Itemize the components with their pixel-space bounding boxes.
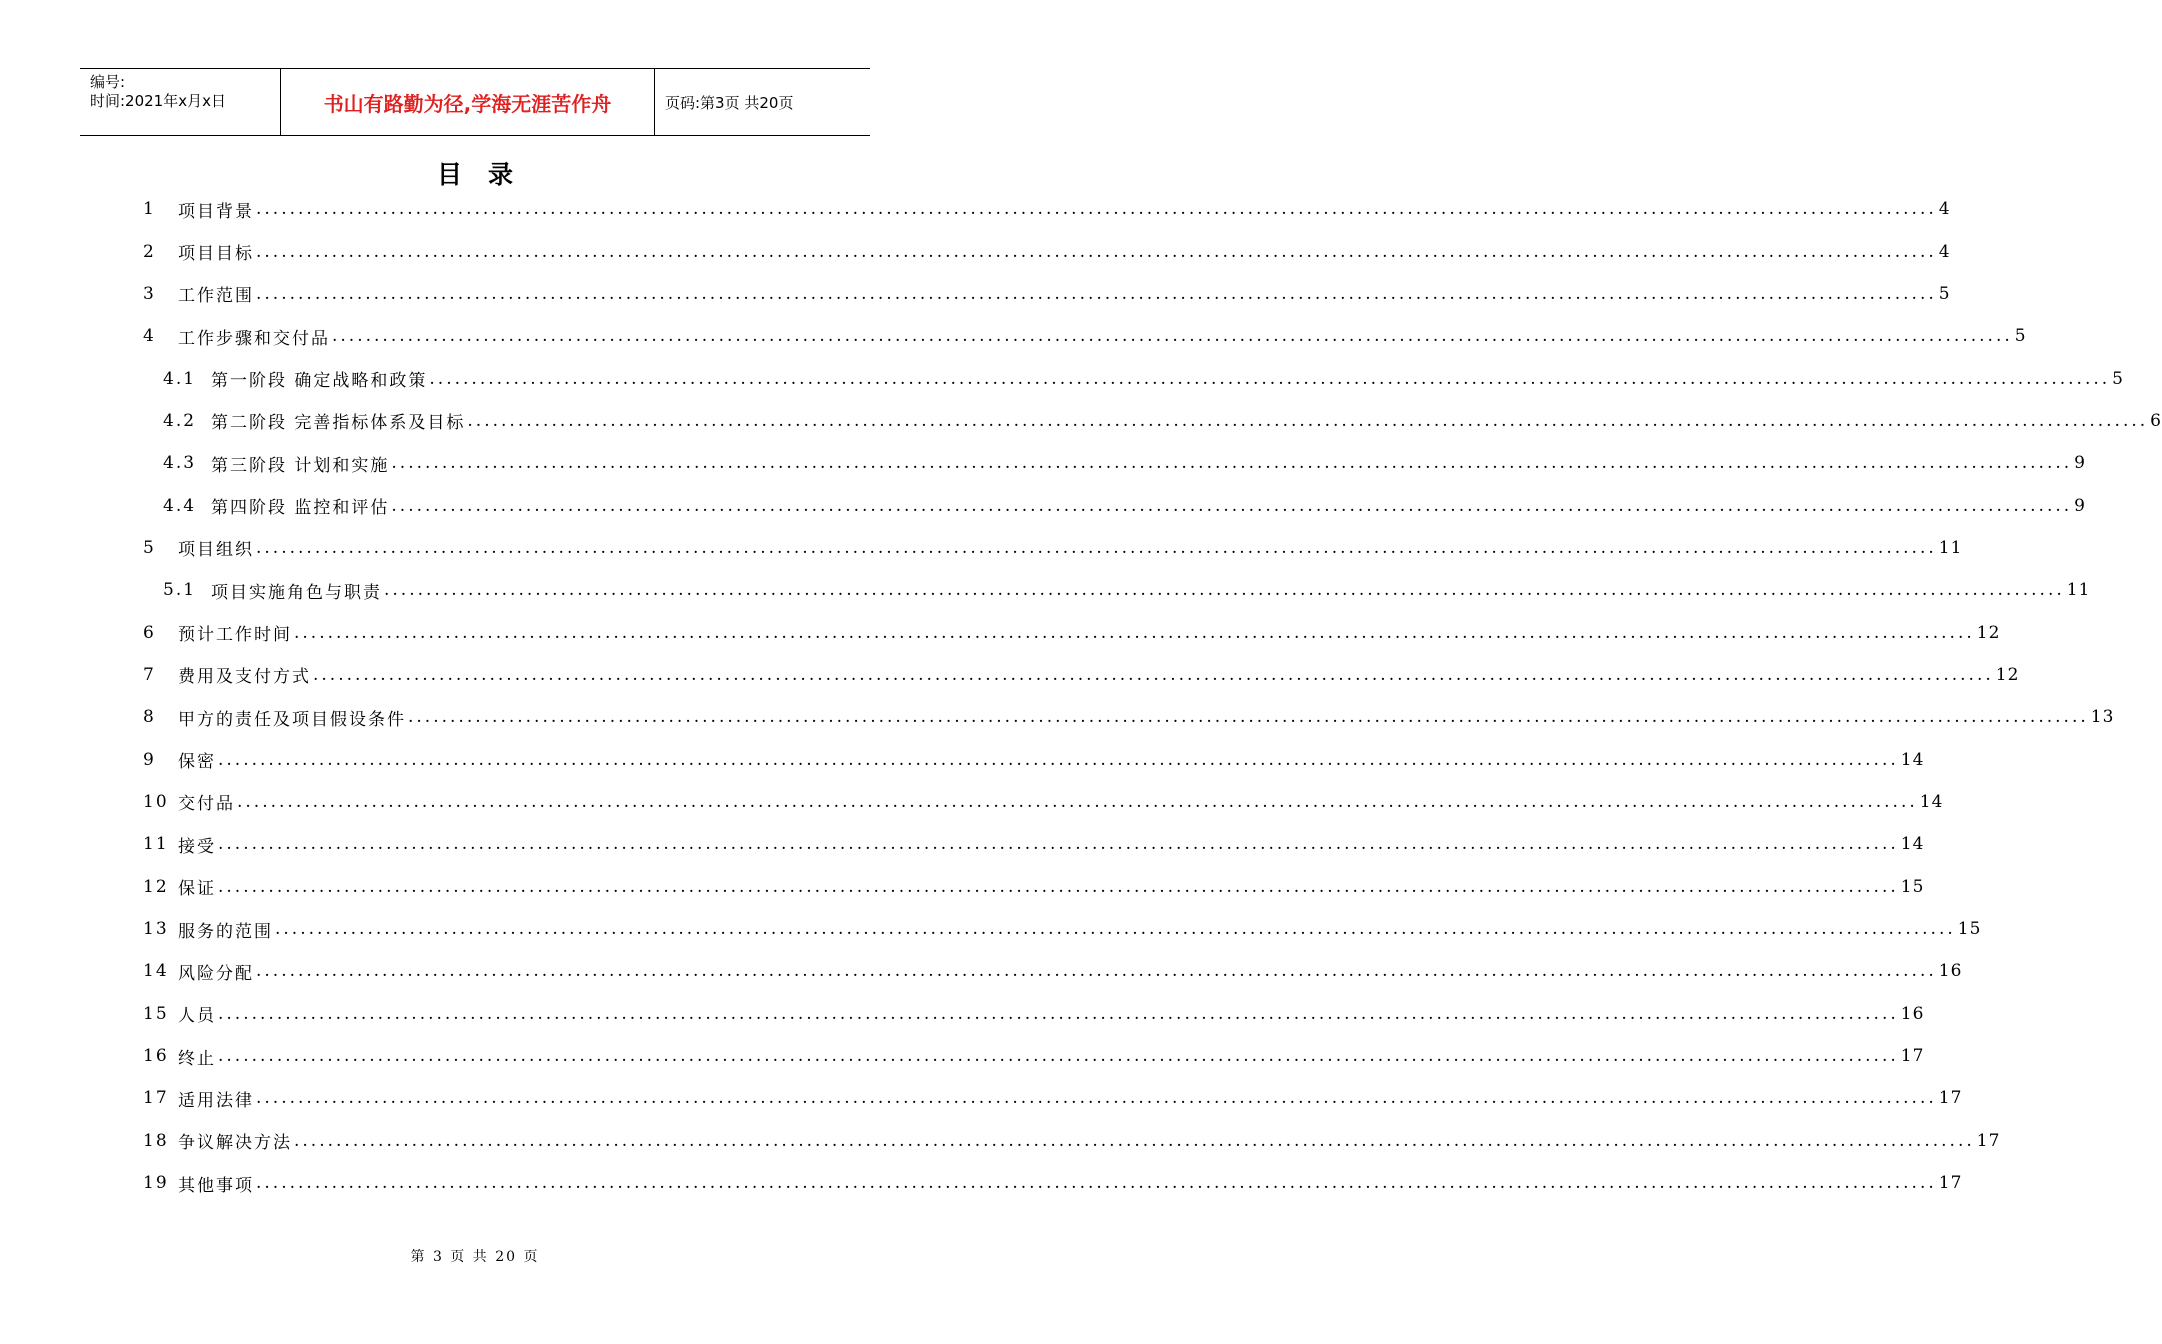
toc-entry-number: 14 xyxy=(143,961,169,982)
toc-entry-number: 12 xyxy=(143,876,169,897)
toc-entry-number: 15 xyxy=(143,1003,169,1024)
page-footer: 第 3 页 共 20 页 xyxy=(410,1249,540,1265)
toc-entry-title: 第三阶段 计划和实施 xyxy=(211,455,390,476)
toc-entry-title: 第四阶段 监控和评估 xyxy=(211,498,390,519)
toc-leader-dots: ........................................................................................................................................................................................................ xyxy=(218,749,1899,770)
toc-entry-page: 5 xyxy=(1938,283,1951,304)
toc-entry-title: 第二阶段 完善指标体系及目标 xyxy=(211,413,466,434)
toc-entry-title: 项目组织 xyxy=(178,540,254,561)
toc-entry-number: 6 xyxy=(143,622,156,643)
toc-entry-title: 争议解决方法 xyxy=(178,1133,292,1154)
toc-leader-dots: ........................................................................................................................................................................................................ xyxy=(408,707,2089,728)
toc-entry-number: 17 xyxy=(143,1088,169,1109)
toc-entry-title: 保证 xyxy=(178,879,216,900)
toc-entry-title: 接受 xyxy=(178,836,216,857)
toc-leader-dots: ........................................................................................................................................................................................................ xyxy=(256,283,1937,304)
toc-entry-page: 6 xyxy=(2150,410,2162,431)
toc-entry-page: 12 xyxy=(1995,664,2020,685)
toc-entry-page: 15 xyxy=(1900,876,1925,897)
toc-entry-title: 费用及支付方式 xyxy=(178,667,311,688)
toc-entry-number: 4.3 xyxy=(163,453,197,474)
toc-entry[interactable] xyxy=(143,1035,1925,1077)
toc-entry-title: 预计工作时间 xyxy=(178,625,292,646)
toc-leader-dots: ........................................................................................................................................................................................................ xyxy=(218,1046,1899,1067)
toc-entry[interactable] xyxy=(143,866,1925,908)
toc-entry-title: 交付品 xyxy=(178,794,235,815)
toc-leader-dots: ........................................................................................................................................................................................................ xyxy=(218,1003,1899,1024)
toc-entry-page: 14 xyxy=(1900,834,1925,855)
toc-entry-page: 11 xyxy=(2066,580,2091,601)
toc-entry[interactable] xyxy=(143,1120,2001,1162)
toc-entry-number: 10 xyxy=(143,791,169,812)
toc-entry-page: 16 xyxy=(1938,961,1963,982)
toc-leader-dots: ........................................................................................................................................................................................................ xyxy=(256,1088,1937,1109)
toc-entry[interactable] xyxy=(143,357,2124,399)
toc-leader-dots: ........................................................................................................................................................................................................ xyxy=(256,241,1937,262)
toc-leader-dots: ........................................................................................................................................................................................................ xyxy=(391,453,2073,474)
toc-leader-dots: ........................................................................................................................................................................................................ xyxy=(218,834,1899,855)
toc-entry-number: 1 xyxy=(143,199,156,220)
toc-leader-dots: ........................................................................................................................................................................................................ xyxy=(275,919,1956,940)
toc-entry-title: 其他事项 xyxy=(178,1175,254,1196)
toc-entry-page: 9 xyxy=(2074,495,2086,516)
toc-entry-page: 14 xyxy=(1919,791,1944,812)
toc-entry-number: 11 xyxy=(143,834,169,855)
toc-entry-page: 11 xyxy=(1938,537,1963,558)
toc-entry-page: 17 xyxy=(1938,1088,1963,1109)
toc-entry[interactable] xyxy=(143,654,2020,696)
toc-entry[interactable] xyxy=(143,315,2027,357)
toc-entry[interactable] xyxy=(143,738,1925,780)
toc-entry[interactable] xyxy=(143,527,1963,569)
toc-entry-title: 项目实施角色与职责 xyxy=(211,582,382,603)
toc-entry-page: 16 xyxy=(1900,1003,1925,1024)
toc-entry-title: 工作步骤和交付品 xyxy=(178,328,330,349)
toc-entry-title: 风险分配 xyxy=(178,963,254,984)
toc-entry[interactable] xyxy=(143,484,2086,526)
toc-entry[interactable] xyxy=(143,273,1951,315)
toc-leader-dots: ........................................................................................................................................................................................................ xyxy=(391,495,2073,516)
toc-entry-page: 12 xyxy=(1976,622,2001,643)
toc-entry[interactable] xyxy=(143,1162,1963,1204)
toc-leader-dots: ........................................................................................................................................................................................................ xyxy=(313,664,1994,685)
toc-entry-title: 服务的范围 xyxy=(178,921,273,942)
toc-entry-title: 人员 xyxy=(178,1006,216,1027)
toc-entry-page: 14 xyxy=(1900,749,1925,770)
toc-entry[interactable] xyxy=(143,611,2001,653)
toc-title: 目录 xyxy=(436,160,539,189)
toc-entry[interactable] xyxy=(143,993,1925,1035)
toc-entry-number: 4.1 xyxy=(163,368,197,389)
toc-entry-page: 9 xyxy=(2074,453,2086,474)
toc-leader-dots: ........................................................................................................................................................................................................ xyxy=(467,410,2149,431)
toc-entry-number: 7 xyxy=(143,664,156,685)
toc-leader-dots: ........................................................................................................................................................................................................ xyxy=(332,326,2013,347)
toc-entry-title: 甲方的责任及项目假设条件 xyxy=(178,709,406,730)
toc-entry[interactable] xyxy=(143,696,2115,738)
toc-leader-dots: ........................................................................................................................................................................................................ xyxy=(429,368,2111,389)
toc-leader-dots: ........................................................................................................................................................................................................ xyxy=(256,961,1937,982)
toc-leader-dots: ........................................................................................................................................................................................................ xyxy=(218,876,1899,897)
toc-entry-title: 保密 xyxy=(178,752,216,773)
table-of-contents xyxy=(143,188,2162,1204)
toc-entry-page: 5 xyxy=(2112,368,2124,389)
toc-entry-title: 项目目标 xyxy=(178,244,254,265)
toc-entry-page: 15 xyxy=(1957,919,1982,940)
toc-entry[interactable] xyxy=(143,442,2086,484)
toc-entry-number: 5.1 xyxy=(163,580,197,601)
toc-entry[interactable] xyxy=(143,1077,1963,1119)
header-meta xyxy=(80,69,281,135)
toc-entry-number: 4 xyxy=(143,326,156,347)
header-time-label: 时间:2021年x月x日 xyxy=(90,92,226,110)
toc-entry[interactable] xyxy=(143,230,1951,272)
toc-entry-page: 17 xyxy=(1900,1046,1925,1067)
toc-leader-dots: ........................................................................................................................................................................................................ xyxy=(256,537,1937,558)
toc-leader-dots: ........................................................................................................................................................................................................ xyxy=(294,622,1975,643)
toc-entry-page: 4 xyxy=(1938,241,1951,262)
toc-entry-number: 13 xyxy=(143,919,169,940)
toc-entry-page: 13 xyxy=(2090,707,2115,728)
toc-entry-title: 第一阶段 确定战略和政策 xyxy=(211,371,428,392)
header-motto: 书山有路勤为径,学海无涯苦作舟 xyxy=(281,69,655,135)
toc-leader-dots: ........................................................................................................................................................................................................ xyxy=(294,1130,1975,1151)
toc-entry-title: 适用法律 xyxy=(178,1090,254,1111)
toc-entry-number: 9 xyxy=(143,749,156,770)
toc-entry-number: 8 xyxy=(143,707,156,728)
toc-leader-dots: ........................................................................................................................................................................................................ xyxy=(237,791,1918,812)
toc-leader-dots: ........................................................................................................................................................................................................ xyxy=(256,199,1937,220)
toc-entry[interactable] xyxy=(143,950,1963,992)
toc-entry-page: 17 xyxy=(1938,1173,1963,1194)
toc-leader-dots: ........................................................................................................................................................................................................ xyxy=(256,1173,1937,1194)
toc-entry-number: 2 xyxy=(143,241,156,262)
toc-entry[interactable] xyxy=(143,569,2091,611)
toc-entry-number: 16 xyxy=(143,1046,169,1067)
toc-entry-number: 4.4 xyxy=(163,495,197,516)
toc-entry-page: 5 xyxy=(2014,326,2027,347)
header-page-info: 页码:第3页 共20页 xyxy=(665,93,794,112)
toc-entry-number: 3 xyxy=(143,283,156,304)
toc-entry-title: 工作范围 xyxy=(178,286,254,307)
toc-entry[interactable] xyxy=(143,188,1951,230)
toc-entry[interactable] xyxy=(143,823,1925,865)
page-header xyxy=(80,68,870,136)
toc-entry[interactable] xyxy=(143,908,1982,950)
toc-entry-number: 19 xyxy=(143,1173,169,1194)
toc-entry-title: 项目背景 xyxy=(178,201,254,222)
toc-entry-page: 4 xyxy=(1938,199,1951,220)
toc-entry-number: 18 xyxy=(143,1130,169,1151)
toc-leader-dots: ........................................................................................................................................................................................................ xyxy=(384,580,2065,601)
toc-entry[interactable] xyxy=(143,781,1944,823)
toc-entry-page: 17 xyxy=(1976,1130,2001,1151)
header-number-label: 编号: xyxy=(90,73,126,91)
toc-entry[interactable] xyxy=(143,400,2162,442)
toc-entry-number: 5 xyxy=(143,537,156,558)
toc-entry-number: 4.2 xyxy=(163,410,197,431)
toc-entry-title: 终止 xyxy=(178,1048,216,1069)
